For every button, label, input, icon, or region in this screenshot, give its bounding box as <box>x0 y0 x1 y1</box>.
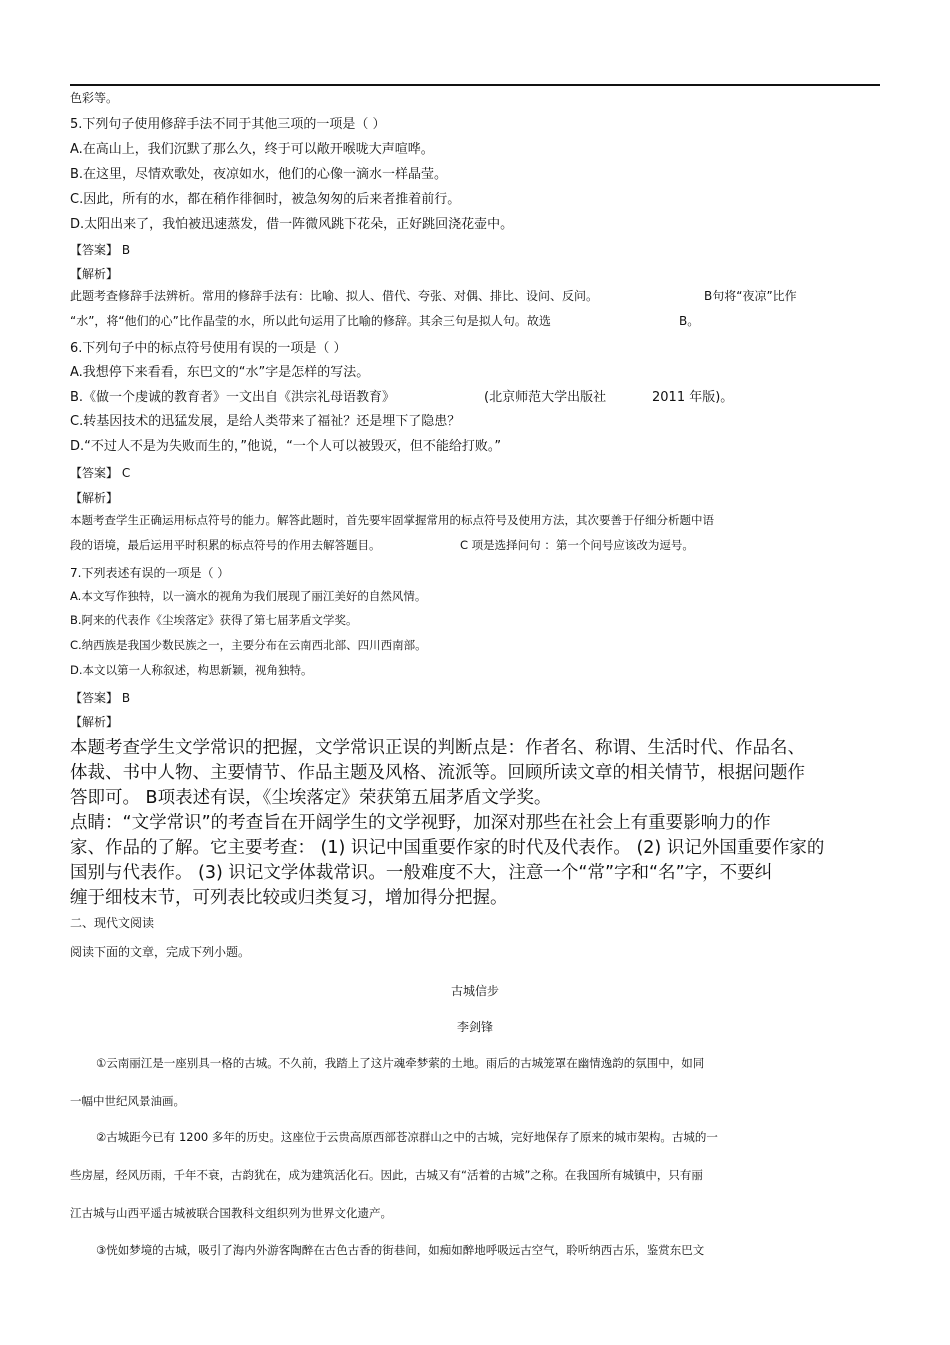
article-author: 李剑锋 <box>456 1020 493 1034</box>
paragraph-line: ②古城距今已有 1200 多年的历史。这座位于云贵高原西部苍凉群山之中的古城，完好地保存了原来的城市架构。古城的一 <box>96 1130 718 1144</box>
option-b: B.《做一个虔诚的教育者》一文出自《洪宗礼母语教育》 <box>70 390 396 405</box>
header-rule <box>70 84 880 86</box>
question-7: 7.下列表述有误的一项是（ ） <box>70 566 230 580</box>
option-d: D.太阳出来了，我怕被迅速蒸发，借一阵微风跳下花朵，正好跳回浇花壶中。 <box>70 217 514 232</box>
paragraph-line: ③恍如梦境的古城，吸引了海内外游客陶醉在古色古香的街巷间，如痴如醉地呼吸远古空气，聆听纳西古乐，鉴赏东巴文 <box>96 1243 705 1257</box>
option-b-source: (北京师范大学出版社 <box>484 390 607 405</box>
analysis-label: 【解析】 <box>70 491 119 505</box>
option-a: A.我想停下来看看，东巴文的“水”字是怎样的写法。 <box>70 365 370 380</box>
instruction-text: 阅读下面的文章，完成下列小题。 <box>70 945 251 959</box>
option-c: C.转基因技术的迅猛发展，是给人类带来了福祉？还是埋下了隐患？ <box>70 414 461 429</box>
question-5: 5.下列句子使用修辞手法不同于其他三项的一项是（ ） <box>70 117 386 132</box>
option-b: B.阿来的代表作《尘埃落定》获得了第七届茅盾文学奖。 <box>70 613 358 627</box>
option-a: A.本文写作独特，以一滴水的视角为我们展现了丽江美好的自然风情。 <box>70 589 427 603</box>
analysis-large: 点睛：“文学常识”的考查旨在开阔学生的文学视野，加深对那些在社会上有重要影响力的作 <box>70 813 771 833</box>
text-line: 色彩等。 <box>70 91 119 105</box>
option-b-year: 2011 年版)。 <box>652 390 734 405</box>
article-title: 古城信步 <box>450 984 499 998</box>
paragraph-line: ①云南丽江是一座别具一格的古城。不久前，我踏上了这片魂牵梦萦的土地。雨后的古城笼罩在幽情逸韵的氛围中，如同 <box>96 1056 705 1070</box>
analysis-label: 【解析】 <box>70 267 119 281</box>
analysis-text: “水”，将“他们的心”比作晶莹的水，所以此句运用了比喻的修辞。其余三句是拟人句。故选 <box>70 314 551 328</box>
analysis-text: 段的语境，最后运用平时积累的标点符号的作用去解答题目。 <box>70 538 381 552</box>
analysis-large: 本题考查学生文学常识的把握，文学常识正误的判断点是：作者名、称谓、生活时代、作品名、 <box>70 738 805 758</box>
option-d: D.本文以第一人称叙述，构思新颖，视角独特。 <box>70 663 313 677</box>
paragraph-line: 江古城与山西平遥古城被联合国教科文组织列为世界文化遗产。 <box>70 1206 392 1220</box>
paragraph-line: 一幅中世纪风景油画。 <box>70 1094 185 1108</box>
analysis-text: C 项是选择问句 ：第一个问号应该改为逗号。 <box>460 538 694 552</box>
option-c: C.纳西族是我国少数民族之一，主要分布在云南西北部、四川西南部。 <box>70 638 427 652</box>
analysis-large: 国别与代表作。 (3) 识记文学体裁常识。一般难度不大，注意一个“常”字和“名”字，不要纠 <box>70 863 773 883</box>
option-b: B.在这里，尽情欢歌处，夜凉如水，他们的心像一滴水一样晶莹。 <box>70 167 448 182</box>
answer-label: 【答案】 B <box>70 691 131 705</box>
option-c: C.因此，所有的水，都在稍作徘徊时，被急匆匆的后来者推着前行。 <box>70 192 461 207</box>
analysis-text: B。 <box>679 314 700 328</box>
analysis-label: 【解析】 <box>70 715 119 729</box>
analysis-text: 此题考查修辞手法辨析。常用的修辞手法有：比喻、拟人、借代、夸张、对偶、排比、设问、反问。 <box>70 289 599 303</box>
section-heading: 二、现代文阅读 <box>70 916 155 930</box>
analysis-large: 答即可。 B项表述有误，《尘埃落定》荣获第五届茅盾文学奖。 <box>70 788 552 808</box>
analysis-large: 体裁、书中人物、主要情节、作品主题及风格、流派等。回顾所读文章的相关情节，根据问题作 <box>70 763 805 783</box>
question-6: 6.下列句子中的标点符号使用有误的一项是（ ） <box>70 341 347 356</box>
option-d: D.“不过人不是为失败而生的，”他说，“一个人可以被毁灭，但不能给打败。” <box>70 439 502 454</box>
analysis-text: 本题考查学生正确运用标点符号的能力。解答此题时，首先要牢固掌握常用的标点符号及使用方法，其次要善于仔细分析题中语 <box>70 513 714 527</box>
analysis-large: 缠于细枝末节，可列表比较或归类复习，增加得分把握。 <box>70 888 508 908</box>
analysis-large: 家、作品的了解。它主要考查： (1) 识记中国重要作家的时代及代表作。 (2) 识记外国重要作家的 <box>70 838 825 858</box>
paragraph-line: 些房屋，经风历雨，千年不衰，古韵犹在，成为建筑活化石。因此，古城又有“活着的古城”之称。在我国所有城镇中，只有丽 <box>70 1168 703 1182</box>
option-a: A.在高山上，我们沉默了那么久，终于可以敞开喉咙大声喧哗。 <box>70 142 434 157</box>
answer-label: 【答案】 B <box>70 243 131 257</box>
analysis-text: B句将“夜凉”比作 <box>704 289 797 303</box>
answer-label: 【答案】 C <box>70 466 131 480</box>
